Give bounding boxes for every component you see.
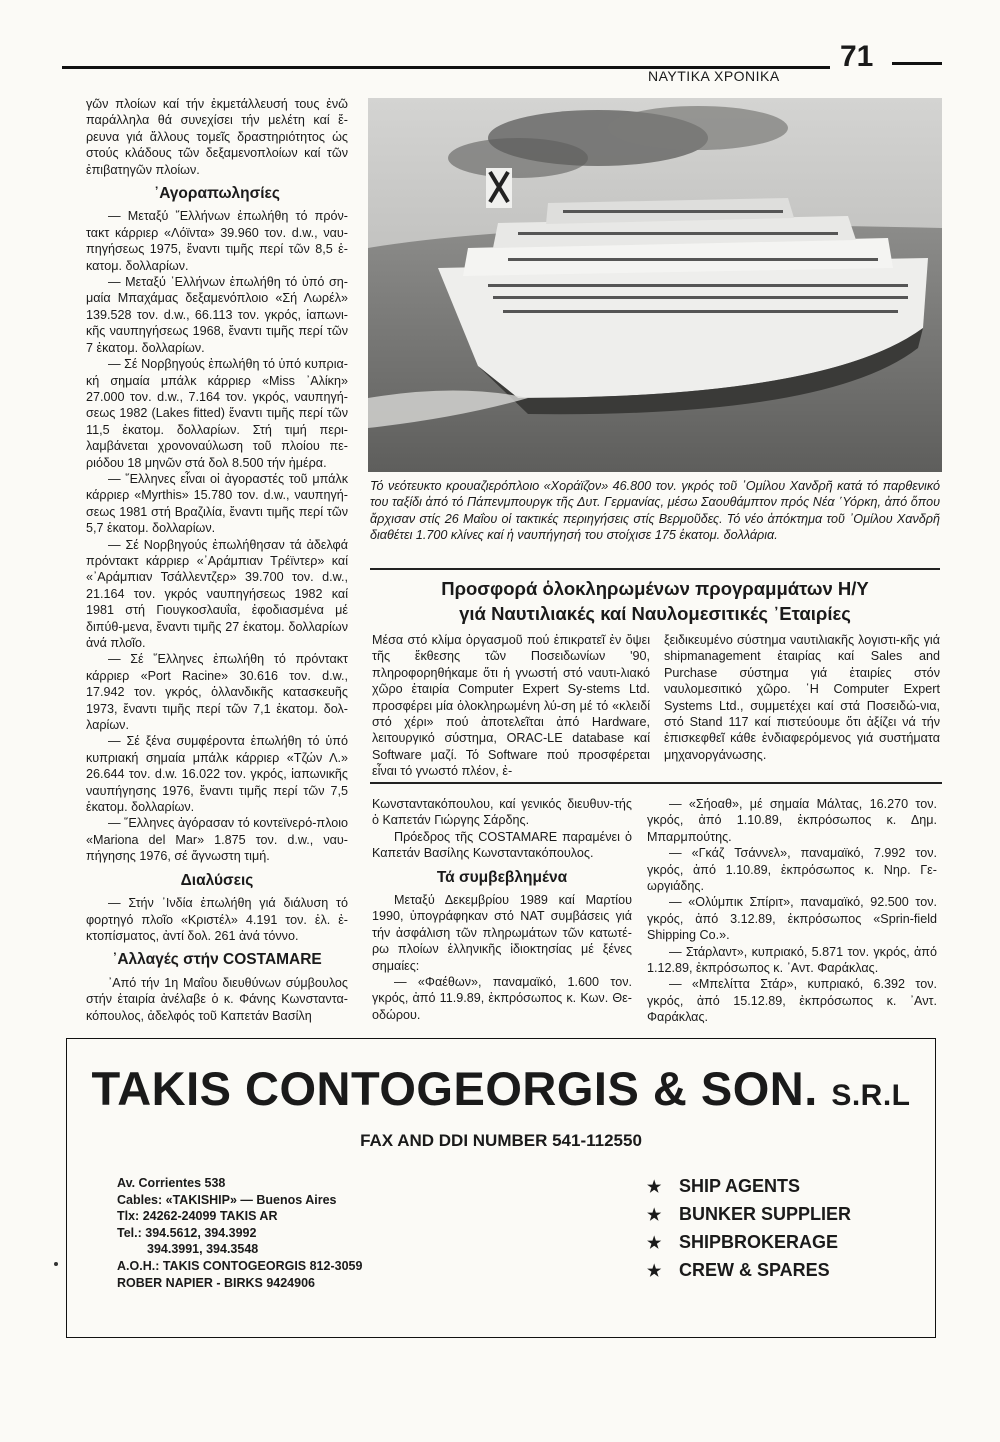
sale-item: — Σέ Νορβηγούς ἐπωλήθη τό ὑπό κυπρια-κή σημαία μπάλκ κάρριερ «Miss ᾿Αλίκη» 27.000 τον. d.w., 7.164 τον. γκρός, ναυπηγή-σεως 1982 (Lakes fitted) ἔναντι τιμῆς περί τῶν 11,5 ἑκατομ. δολλαρίων. Στή τιμή περι-λαμβάνεται χρονοναύλωση τοῦ πλοίου πε-ριόδου 18 μηνῶν στά δολ 8.500 τήν ἡμέρα.: [86, 357, 348, 470]
print-speck: [54, 1262, 58, 1266]
ad-address-line: ROBER NAPIER - BIRKS 9424906: [117, 1275, 315, 1290]
ad-address-line: Cables: «TAKISHIP» — Buenos Aires: [117, 1192, 337, 1207]
heading-sales: ᾿Αγοραπωλησίες: [154, 185, 280, 203]
ad-service-label: SHIP AGENTS: [679, 1176, 801, 1196]
ad-service-label: SHIPBROKERAGE: [679, 1232, 839, 1252]
ad-fax-line: FAX AND DDI NUMBER 541-112550: [360, 1131, 642, 1150]
article-column-a: Μέσα στό κλίμα ὀργασμοῦ πού ἐπικρατεῖ ἐν ὄψει τῆς ἔκθεσης τῶν Ποσειδωνίων '90, πληροφορηθήκαμε ὅτι ἡ γνωστή στό ναυτι-λιακό χῶρο ἑταιρία Computer Expert Sy-stems Ltd. προσφέρει μία ὁλοκληρωμένη λύ-ση μέ τό «κλειδί στό χέρι» πού ἀποτελεῖται ἀπό Hardware, λειτουργικό σύστημα, ORAC-LE database καί Software μαζί. Τό Software πού προσφέρεται εἶναι τό γνωστό πλέον, ἐ-: [372, 633, 650, 779]
advertisement-box: [66, 1038, 936, 1338]
sale-item: — Σέ ῞Ελληνες ἐπωλήθη τό πρόντακτ κάρριερ «Port Racine» 30.616 τον. d.w., 17.942 τον. γκρός, ὁλλανδικῆς κατασκευῆς 1973, ἔναντι τιμῆς περί τῶν 7,1 ἑκατομ. δολ-λαρίων.: [86, 652, 348, 733]
heading-scrap: Διαλύσεις: [180, 871, 254, 889]
sale-item: — Μεταξύ ῞Ελλήνων ἐπωλήθη τό πρόν-τακτ κάρριερ «Λόϊντα» 39.960 τον. d.w., ναυ-πηγήσεως 1975, ἔναντι τιμῆς περί τῶν 8,5 ἑ-κατομ. δολλαρίων.: [86, 209, 348, 273]
sale-item: — Σέ ξένα συμφέροντα ἐπωλήθη τό ὑπό κυπριακή σημαία μπάλκ κάρριερ «Τζών Λ.» 26.644 τον. d.w. 16.022 τον. γκρός, ἰαπωνικῆς ναυπήγησης 1976, ἔναντι τιμῆς περί τῶν 7,5 ἑκατομ. δολλαρίων.: [86, 734, 348, 815]
ad-service-label: CREW & SPARES: [679, 1260, 830, 1280]
ad-service-item: [647, 1201, 851, 1229]
contract-item: — «Φαέθων», παναμαϊκό, 1.600 τον. γκρός, ἀπό 11.9.89, ἐκπρόσωπος κ. Κων. Θε-οδώρου.: [372, 975, 632, 1022]
costamare-continued: Κωνσταντακόπουλου, καί γενικός διευθυν-τής ὁ Καπετάν Γιώργης Σάρδης.: [372, 797, 632, 828]
ad-address-line: Tlx: 24262-24099 TAKIS AR: [117, 1209, 278, 1224]
contract-item: — Στάρλαντ», κυπριακό, 5.871 τον. γκρός, ἀπό 1.12.89, ἐκπρόσωπος κ. ᾿Αντ. Φαράκλας.: [647, 944, 937, 976]
ad-service-item: [647, 1257, 851, 1285]
ad-service-label: BUNKER SUPPLIER: [679, 1204, 852, 1224]
article-title-line-1: Προσφορά ὁλοκληρωμένων προγραμμάτων Η/Υ: [441, 578, 869, 599]
ship-photo: [368, 98, 942, 472]
photo-caption: Τό νεότευκτο κρουαζιερόπλοιο «Χοράϊζον» 46.800 τον. γκρός τοῦ ᾿Ομίλου Χανδρῆ κατά τό παρθενικό του ταξίδι ἀπό τό Πάπενμπουργκ τῆς Δυτ. Γερμανίας, μέσω Σαουθάμπτον πρός Νέα ῾Υόρκη, ἀπό ὅπου ἄρχισαν στίς 26 Μαΐου οἱ τακτικές περιηγήσεις στίς Βερμοῦδες. Τό νέο ἀπόκτημα τοῦ ᾿Ομίλου Χανδρῆ διαθέτει 1.700 κλίνες καί ἡ ναυπήγησή του στοίχισε 175 ἑκατομ. δολλάρια.: [370, 479, 940, 543]
contract-item: — «Γκάζ Τσάννελ», παναμαϊκό, 7.992 τον. γκρός, ἀπό 1.10.89, ἐκπρόσωπος κ. Νηρ. Γε-ωργιάδης.: [647, 846, 937, 894]
ad-company-name: [67, 1061, 935, 1116]
star-icon: ★: [647, 1207, 662, 1224]
middle-column-b: [647, 796, 937, 1026]
contract-item: — «Σήοαθ», μέ σημαία Μάλτας, 16.270 τον. γκρός, ἀπό 1.10.89, ἐκπρόσωπος κ. Δημ. Μπαρμπούτης.: [647, 797, 937, 844]
sale-item: — ῞Ελληνες ἀγόρασαν τό κοντεϊνερό-πλοιο «Mariona del Mar» 1.875 τον. d.w., ναυ-πήγησης 1976, σέ ἄγνωστη τιμή.: [86, 816, 348, 864]
header-section-title: ΝΑΥΤΙΚΑ ΧΡΟΝΙΚΑ: [648, 68, 780, 84]
article-column-b: ξειδικευμένο σύστημα ναυτιλιακῆς λογιστι-κῆς γιά shipmanagement ἑταιρίας καί Sales and Purchase σύστημα γιά ἑταιρίες στόν ναυλομεσιτικό χῶρο. ῾Η Computer Expert Systems Ltd., συμμετέχει καί στά Ποσειδώ-νια, στό Stand 117 καί πιστεύουμε ὅτι ἀξίζει νά τήν ἐπισκεφθεῖ κάθε ἐνδιαφερόμενος γιά συστήματα μηχανοργάνωσης.: [664, 633, 940, 762]
ad-service-item: [647, 1173, 851, 1201]
sale-item: — ῞Ελληνες εἶναι οἱ ἀγοραστές τοῦ μπάλκ κάρριερ «Myrthis» 15.780 τον. d.w., ναυπηγή-σεως 1981 στή Βραζιλία, ἔναντι τιμῆς περί τῶν 5,7 ἑκατομ. δολλαρίων.: [86, 471, 348, 536]
page-number: 71: [840, 40, 874, 73]
sale-item: — Μεταξύ ῾Ελλήνων ἐπωλήθη τό ὑπό ση-μαία Μπαχάμας δεξαμενόπλοιο «Σή Λωρέλ» 139.528 τον. d.w., 66.113 τον. γκρός, ἰαπωνι-κῆς ναυπηγήσεως 1968, ἔναντι τιμῆς περί τῶν 7 ἑκατομ. δολλαρίων.: [86, 275, 348, 355]
contract-item: — «Μπελίττα Στάρ», κυπριακό, 6.392 τον. γκρός, ἀπό 15.12.89, ἐκπρόσωπος κ. ᾿Αντ. Φαράκλας.: [647, 977, 937, 1025]
middle-column-a: [372, 796, 632, 1023]
intro-paragraph: γῶν πλοίων καί τήν ἐκμετάλλευσή τους ἐνῶ παράλληλα θά συνεχίσει τήν μελέτη καί ἔ-ρευνα γιά ἄλλους τομεῖς δραστηριότητος ὡς στούς κλάδους τῶν δεξαμενοπλοίων καί τῶν ἐπιβατηγῶν πλοίων.: [86, 97, 348, 177]
ad-company-name-text: TAKIS CONTOGEORGIS & SON.: [91, 1062, 818, 1115]
contracts-intro: Μεταξύ Δεκεμβρίου 1989 καί Μαρτίου 1990, ὑπογράφηκαν στό ΝΑΤ συμβάσεις γιά τήν ἀσφάλιση τῶν πληρωμάτων τῶν κατωτέ-ρω πλοίων ἑλληνικῆς ἰδιοκτησίας μέ ξένες σημαίες:: [372, 893, 632, 973]
star-icon: ★: [647, 1179, 662, 1196]
star-icon: ★: [647, 1235, 662, 1252]
costamare-paragraph: ᾿Από τήν 1η Μαΐου διευθύνων σύμβουλος στήν ἑταιρία ἀνέλαβε ὁ κ. Φάνης Κωνσταντα-κόπουλος, ἀδελφός τοῦ Καπετάν Βασίλη: [86, 975, 348, 1023]
ad-address-line: A.O.H.: TAKIS CONTOGEORGIS 812-3059: [117, 1258, 363, 1273]
article-divider: [370, 782, 942, 784]
costamare-president: Πρόεδρος τῆς COSTAMARE παραμένει ὁ Καπετάν Βασίλης Κωνσταντακόπουλος.: [372, 829, 632, 861]
ad-services-list: [647, 1173, 851, 1285]
contract-item: — «Ολύμπικ Σπίριτ», παναμαϊκό, 92.500 τον. γκρός, ἀπό 3.12.89, ἐκπρόσωπος «Sprin-field Shipping Co.».: [647, 895, 937, 943]
article-title: [370, 576, 940, 626]
heading-contracts: Τά συμβεβλημένα: [436, 868, 568, 886]
ad-company-suffix: S.R.L: [831, 1079, 911, 1112]
article-title-line-2: γιά Ναυτιλιακές καί Ναυλομεσιτικές ᾿Εταιρίες: [459, 603, 851, 624]
ad-address-line: 394.3991, 394.3548: [147, 1242, 259, 1257]
cruise-ship-image: [368, 98, 942, 472]
header-rule-right: [892, 62, 942, 65]
ad-address-line: Av. Corrientes 538: [117, 1176, 226, 1190]
ad-service-item: [647, 1229, 851, 1257]
caption-divider: [370, 568, 940, 570]
left-column: [86, 96, 348, 1024]
ad-address-line: Tel.: 394.5612, 394.3992: [117, 1225, 257, 1240]
ad-address-block: [117, 1175, 362, 1291]
heading-costamare: ᾿Αλλαγές στήν COSTAMARE: [112, 951, 322, 969]
star-icon: ★: [647, 1263, 662, 1280]
sale-item: — Σέ Νορβηγούς ἐπωλήθησαν τά ἀδελφά πρόντακτ κάρριερ «᾿Αράμπιαν Τρέϊντερ» καί «᾿Αράμπιαν Τσάλλεντζερ» 39.700 τον. d.w., 21.164 τον. γκρός ναυπηγήσεως 1982 καί 1981 στή Γιουγκοσλαυΐα, ἐφοδιασμένα μέ διπύθ-μενα, ἔναντι τιμῆς 27 ἑκατομ. δολλαρίων ἀνά πλοῖο.: [86, 537, 348, 650]
scrap-item: — Στήν ᾿Ινδία ἐπωλήθη γιά διάλυση τό φορτηγό πλοῖο «Κριστέλ» 4.191 τον. ἐλ. ἐ-κτοπίσματος, ἀντί δολ. 261 ἀνά τόννο.: [86, 896, 348, 943]
